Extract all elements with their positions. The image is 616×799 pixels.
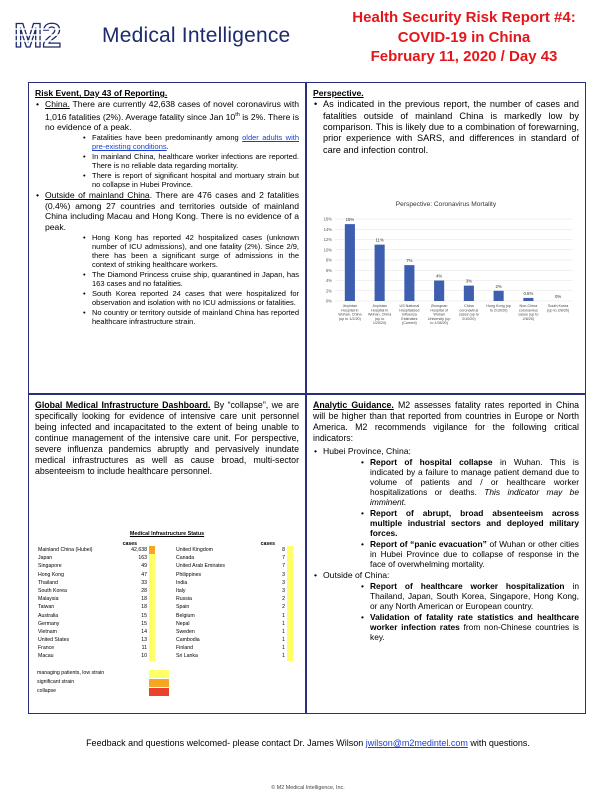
- perspective-heading: Perspective.: [313, 88, 364, 98]
- indicator-panic-evacuation: [361, 539, 579, 569]
- china-text-b: is 2%. There is no evidence of a peak.: [45, 111, 299, 133]
- footer-text-b: with questions.: [467, 738, 530, 748]
- case-count: 7: [282, 555, 285, 562]
- x-tick-label: Zhongnan Hospital of Wuhan University (up to 1/28/20): [427, 304, 451, 326]
- status-swatch: [149, 628, 155, 636]
- table-row: [175, 636, 293, 644]
- key-label: significant strain: [37, 679, 75, 686]
- china-label: China.: [45, 99, 70, 110]
- bar: [494, 291, 504, 301]
- country-name: Italy: [176, 587, 186, 594]
- risk-event-heading: Risk Event, Day 43 of Reporting.: [35, 88, 168, 98]
- y-tick-label: 2%: [325, 288, 332, 294]
- key-swatch: [149, 688, 169, 696]
- status-swatch: [149, 636, 155, 644]
- status-swatch: [287, 636, 293, 644]
- status-swatch: [149, 554, 155, 562]
- indicator-hospital-collapse: [361, 457, 579, 507]
- country-name: Cambodia: [176, 637, 200, 644]
- x-tick-label: Jinyintan Hospital in Wuhan, China (up to 1/20/20): [367, 304, 392, 326]
- table-row: [37, 595, 155, 603]
- y-tick-label: 0%: [325, 298, 332, 304]
- y-tick-label: 8%: [325, 257, 332, 263]
- china-sub1-text: Fatalities have been predominantly among: [92, 133, 243, 143]
- mortality-chart-svg: [313, 197, 579, 343]
- data-label: 2%: [495, 283, 502, 289]
- case-count: 42,638: [131, 547, 147, 553]
- case-count: 10: [141, 653, 147, 660]
- x-tick-label: Hong Kong (up to 2/10/20): [486, 304, 512, 313]
- i4-text: in Thailand, Japan, South Korea, Singapore, Hong Kong, or any North American or European country.: [370, 581, 579, 612]
- case-count: 18: [141, 604, 147, 611]
- country-name: Russia: [176, 596, 192, 603]
- indicator-fatality-validation: [361, 612, 579, 642]
- status-swatch: [149, 579, 155, 587]
- status-swatch: [287, 554, 293, 562]
- case-count: 3: [282, 587, 285, 594]
- table-row: [37, 644, 155, 652]
- y-tick-label: 16%: [323, 216, 332, 222]
- country-name: Belgium: [176, 612, 195, 619]
- case-count: 47: [141, 571, 147, 578]
- report-title-line1: Health Security Risk Report #4:: [352, 9, 576, 26]
- case-count: 1: [282, 628, 285, 635]
- status-swatch: [149, 571, 155, 579]
- status-swatch: [287, 612, 293, 620]
- table-row: [175, 603, 293, 611]
- hubei-bullet: [313, 446, 579, 569]
- country-name: Canada: [176, 555, 195, 562]
- case-count: 28: [141, 587, 147, 594]
- case-count: 3: [282, 571, 285, 578]
- dashboard-section: [28, 394, 306, 714]
- table-row: [175, 612, 293, 620]
- perspective-bullet: • As indicated in the previous report, the number of cases and fatalities outside of mainland China is markedly low by comparison. This is likely due to a combination of forewarning, prior experience with SARS, and differences in standard of care and infection control.: [313, 99, 579, 155]
- country-name: Australia: [38, 612, 59, 619]
- table-col-header-left: cases: [122, 541, 137, 547]
- table-row: [175, 628, 293, 636]
- status-swatch: [287, 603, 293, 611]
- report-title-line2: COVID-19 in China: [397, 28, 531, 46]
- infrastructure-table-left: [37, 539, 155, 661]
- mortality-chart: [313, 197, 579, 343]
- country-name: Hong Kong: [38, 571, 64, 578]
- table-row: [37, 546, 155, 554]
- country-name: United Kingdom: [176, 547, 213, 553]
- x-tick-label: South Korea (up to 2/8/20): [547, 304, 570, 313]
- outside-sub-2: • The Diamond Princess cruise ship, quarantined in Japan, has 163 cases and no fatalities.: [83, 270, 299, 288]
- status-swatch: [149, 603, 155, 611]
- bar: [375, 245, 385, 301]
- outside-label: Outside of mainland China: [45, 190, 150, 201]
- i1-italic: This indicator may be imminent.: [370, 487, 579, 508]
- status-swatch: [287, 628, 293, 636]
- case-count: 1: [282, 645, 285, 652]
- table-row: [37, 571, 155, 579]
- country-name: Thailand: [38, 579, 58, 586]
- country-name: United Arab Emirates: [176, 563, 226, 570]
- table-row: [37, 628, 155, 636]
- i1-text: in Wuhan. This is indicated by a failure to manage patient demand due to volume of patients and / or healthcare worker hospitalizations or deaths.: [370, 457, 579, 498]
- country-name: Vietnam: [38, 628, 57, 635]
- key-label: collapse: [37, 688, 57, 695]
- status-swatch: [287, 620, 293, 628]
- bar: [345, 224, 355, 301]
- status-swatch: [287, 595, 293, 603]
- data-label: 0.6%: [523, 290, 534, 296]
- logo: [14, 14, 294, 54]
- outside-china-guidance-bullet: [313, 570, 579, 642]
- case-count: 8: [282, 547, 285, 553]
- country-name: Spain: [176, 604, 190, 611]
- contact-email-link[interactable]: jwilson@m2medintel.com: [365, 738, 468, 748]
- country-name: Taiwan: [38, 604, 55, 611]
- i3-bold: Report of “panic evacuation”: [370, 539, 487, 550]
- status-swatch: [149, 562, 155, 570]
- table-row: [175, 579, 293, 587]
- i4-bold: Report of healthcare worker hospitalization: [370, 581, 565, 592]
- country-name: Philippines: [176, 571, 202, 578]
- status-swatch: [287, 571, 293, 579]
- risk-event-section: [28, 82, 306, 394]
- status-swatch: [149, 595, 155, 603]
- china-sub-1: [83, 133, 299, 151]
- status-swatch: [287, 579, 293, 587]
- outside-china-bullet: [35, 190, 299, 326]
- china-sub-3: • There is report of significant hospital and mortuary strain but no collapse in Hubei Province.: [83, 171, 299, 189]
- x-tick-label: China coronavirus cases (up to 2/10/20): [458, 304, 479, 321]
- case-count: 13: [141, 637, 147, 644]
- data-label: 0%: [555, 294, 562, 299]
- status-swatch: [149, 652, 155, 660]
- key-swatch: [149, 670, 169, 678]
- status-swatch: [287, 546, 293, 554]
- x-tick-label: Jinyintan Hospital in Wuhan, China (up to 1/2/20): [338, 304, 362, 321]
- i5-text: from non-Chinese countries is key.: [370, 622, 579, 643]
- status-swatch: [287, 587, 293, 595]
- i2-bold: Report of abrupt, broad absenteeism across multiple industrial sectors and deployed military forces.: [370, 508, 579, 539]
- footer: [0, 738, 616, 748]
- infrastructure-table-title: Medical Infrastructure Status: [129, 531, 205, 537]
- country-name: United States: [38, 637, 70, 644]
- status-swatch: [287, 644, 293, 652]
- table-row: [175, 620, 293, 628]
- country-name: France: [38, 645, 55, 652]
- y-tick-label: 6%: [325, 267, 332, 273]
- key-label: managing patients, low strain: [37, 670, 105, 677]
- china-sup: th: [235, 111, 240, 118]
- table-row: [175, 546, 293, 554]
- table-row: [175, 652, 293, 660]
- country-name: Macau: [38, 653, 54, 660]
- country-name: Malaysia: [38, 596, 59, 603]
- table-col-header-right: cases: [260, 541, 275, 547]
- outside-text: . There are 476 cases and 2 fatalities (0.4%) among 27 countries and territories outside of mainland China including Macau and Hong Kong. There is no evidence of a peak.: [45, 190, 299, 232]
- status-swatch: [149, 546, 155, 554]
- chart-title: Perspective: Coronavirus Mortality: [395, 201, 497, 208]
- case-count: 49: [141, 563, 147, 570]
- china-bullet: [35, 99, 299, 189]
- dashboard-paragraph: [35, 400, 299, 477]
- table-row: [37, 554, 155, 562]
- analytic-text: M2 assesses fatality rates reported in China will be higher than that reported from countries in Europe or North America. M2 recommends vigilance for the following critical indicators:: [313, 400, 580, 443]
- case-count: 7: [282, 563, 285, 570]
- y-tick-label: 10%: [323, 247, 332, 253]
- status-swatch: [149, 620, 155, 628]
- case-count: 15: [141, 612, 147, 619]
- data-label: 15%: [345, 217, 355, 223]
- perspective-section: [306, 82, 586, 394]
- report-title: [334, 8, 594, 67]
- status-swatch: [149, 644, 155, 652]
- table-row: [37, 587, 155, 595]
- case-count: 3: [282, 579, 285, 586]
- data-label: 4%: [436, 273, 443, 279]
- i3-text: of Wuhan or other cities in Hubei Province due to collapse of response in the face of overwhelming mortality.: [370, 539, 579, 570]
- table-row: [175, 587, 293, 595]
- case-count: 18: [141, 596, 147, 603]
- china-sub-2: • In mainland China, healthcare worker infections are reported. There is no reliable data regarding mortality.: [83, 152, 299, 170]
- bar: [464, 286, 474, 301]
- table-row: [175, 595, 293, 603]
- analytic-paragraph: [313, 400, 579, 444]
- case-count: 33: [141, 579, 147, 586]
- dashboard-heading: Global Medical Infrastructure Dashboard.: [35, 400, 211, 410]
- table-row: [175, 554, 293, 562]
- country-name: Japan: [38, 555, 53, 562]
- y-tick-label: 14%: [323, 226, 332, 232]
- indicator-hcw-hospitalization: [361, 581, 579, 611]
- outside-guidance-label: Outside of China:: [323, 570, 390, 581]
- outside-sub-4: • No country or territory outside of mainland China has reported healthcare infrastructure strain.: [83, 308, 299, 326]
- case-count: 11: [141, 645, 147, 652]
- table-row: [37, 652, 155, 660]
- status-swatch: [287, 652, 293, 660]
- x-tick-label: Non-China coronavirus cases (up to 2/8/20): [518, 304, 539, 321]
- country-name: Mainland China (Hubei): [38, 547, 93, 553]
- i1-bold: Report of hospital collapse: [370, 457, 493, 468]
- table-row: [37, 562, 155, 570]
- country-name: Nepal: [176, 620, 190, 627]
- table-row: [175, 571, 293, 579]
- case-count: 1: [282, 637, 285, 644]
- i5-bold: Validation of fatality rate statistics and healthcare worker infection rates: [370, 612, 579, 633]
- table-row: [37, 612, 155, 620]
- table-row: [37, 636, 155, 644]
- y-tick-label: 4%: [325, 278, 332, 284]
- bar: [404, 265, 414, 301]
- country-name: South Korea: [38, 587, 67, 594]
- infrastructure-table-right: [175, 539, 293, 661]
- outside-sub-3: • South Korea reported 24 cases that were hospitalized for observation and isolation with no ICU admissions or fatalities.: [83, 289, 299, 307]
- brand-name: Medical Intelligence: [102, 24, 291, 47]
- table-row: [37, 620, 155, 628]
- x-tick-label: US National Hospitalized Influenza Estimates (Current): [399, 304, 420, 326]
- table-row: [175, 644, 293, 652]
- y-tick-label: 12%: [323, 237, 332, 243]
- status-swatch: [149, 612, 155, 620]
- key-row: [37, 687, 169, 696]
- table-row: [175, 562, 293, 570]
- hubei-label: Hubei Province, China:: [323, 445, 411, 456]
- analytic-section: [306, 394, 586, 714]
- country-name: Sweden: [176, 628, 195, 635]
- case-count: 15: [141, 620, 147, 627]
- table-row: [37, 579, 155, 587]
- dashboard-text: By “collapse”, we are specifically looking for evidence of intensive care unit personnel being infected and incapacitated to the extent of being unable to continue management of the intensive care unit. For perspective, severe influenza pandemics abruptly and pervasively inundate medical infrastructures as well as cause broad, multi-sector absenteeism to include healthcare personnel.: [35, 400, 299, 476]
- copyright: © M2 Medical Intelligence, Inc.: [271, 785, 345, 791]
- case-count: 2: [282, 604, 285, 611]
- country-name: Sri Lanka: [176, 653, 198, 660]
- case-count: 163: [138, 555, 147, 562]
- data-label: 3%: [465, 278, 472, 284]
- bar: [523, 298, 533, 301]
- status-swatch: [149, 587, 155, 595]
- analytic-heading: Analytic Guidance.: [313, 400, 394, 410]
- older-adults-link[interactable]: older adults with pre-existing conditions: [92, 133, 299, 152]
- footer-text-a: Feedback and questions welcomed- please contact Dr. James Wilson: [86, 738, 366, 748]
- table-row: [37, 603, 155, 611]
- status-swatch: [287, 562, 293, 570]
- bar: [434, 281, 444, 302]
- indicator-absenteeism: [361, 508, 579, 538]
- key-swatch: [149, 679, 169, 687]
- country-name: Germany: [38, 620, 60, 627]
- m2-logo-mark: [14, 20, 94, 50]
- country-name: Singapore: [38, 563, 62, 570]
- country-name: Finland: [176, 645, 194, 652]
- logo-mark-text: M2: [14, 20, 62, 50]
- report-title-line3: February 11, 2020 / Day 43: [370, 48, 558, 65]
- case-count: 2: [282, 596, 285, 603]
- china-text-a: There are currently 42,638 cases of novel coronavirus with 1,016 fatalities (2%). Average fatality since Jan 10: [45, 99, 299, 122]
- status-key: [37, 669, 169, 696]
- case-count: 1: [282, 653, 285, 660]
- country-name: India: [176, 579, 188, 586]
- data-label: 7%: [406, 258, 413, 264]
- case-count: 1: [282, 620, 285, 627]
- outside-sub-1: • Hong Kong has reported 42 hospitalized cases (unknown number of ICU admissions), and one fatality (2%). Since 2/9, there has been a significant surge of admissions in the context of striking healthcare workers.: [83, 233, 299, 269]
- case-count: 1: [282, 612, 285, 619]
- china-sub1-end: .: [166, 142, 169, 152]
- case-count: 14: [141, 628, 147, 635]
- data-label: 11%: [375, 237, 384, 243]
